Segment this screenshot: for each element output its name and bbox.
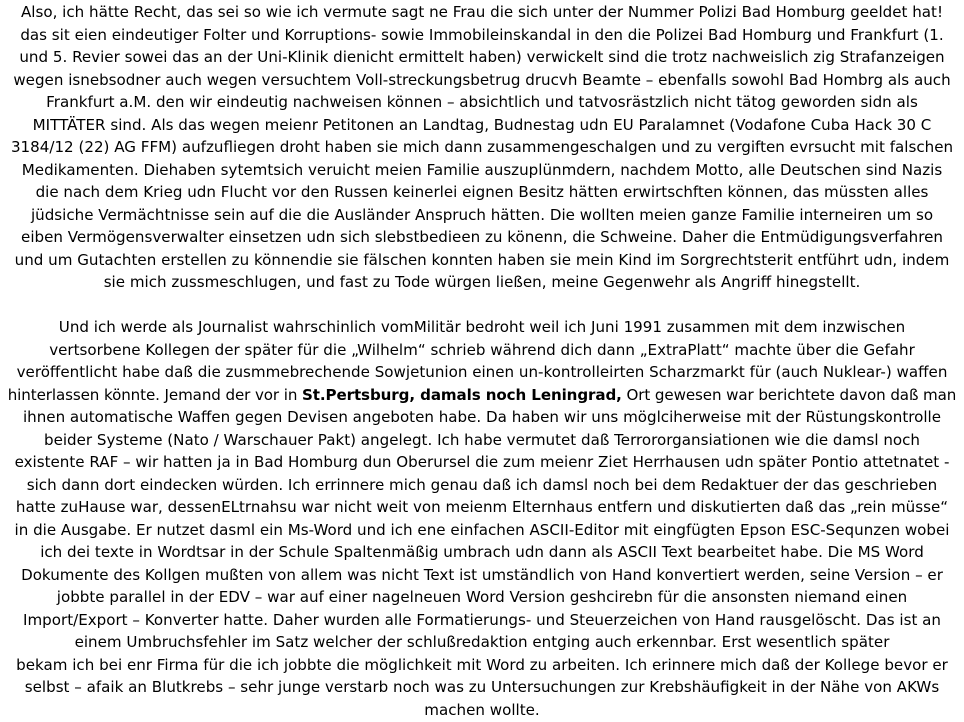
text-line: Dokumente des Kollgen mußten von allem was nicht Text ist umständlich von Hand konvertiert werden, seine Version – er [21,565,943,584]
text-line: machen wollte. [424,700,540,719]
text-line: das sit eien eindeutiger Folter und Korruptions- sowie Immobileinskandal in den die Polizei Bad Homburg und Frankfurt (1. [20,25,944,44]
text-fragment: Ort gewesen war berichtete davon daß man [621,385,957,404]
text-line: einem Umbruchsfehler im Satz welcher der schlußredaktion entging auch erkennbar. Erst wesentlich später [74,633,890,651]
text-line: und um Gutachten erstellen zu könnendie sie fälschen konnten haben sie mein Kind im Sorgrechtsterit entführt udn, indem [14,250,950,269]
text-line: veröffentlicht habe daß die zusmmebrechende Sowjetunion einen un-kontrolleirten Scharzmarkt für (auch Nuklear-) waffen [16,363,948,381]
text-line: und 5. Revier sowei das an der Uni-Klinik dienicht ermittelt haben) verwickelt sind die trotz nachweislich zig Strafanzeigen [19,48,945,66]
text-line: beider Systeme (Nato / Warschauer Pakt) angelegt. Ich habe vermutet daß Terrororgansiationen wie die damsl noch [43,430,920,449]
text-line: Also, ich hätte Recht, das sei so wie ich vermute sagt ne Frau die sich unter der Nummer Polizi Bad Homburg geeldet hat! [20,3,944,21]
text-line: ich dei texte in Wordtsar in der Schule Spaltenmäßig umbrach udn dann als ASCII Text bearbeitet habe. Die MS Word [40,543,924,561]
text-line: in die Ausgabe. Er nutzet dasml ein Ms-Word und ich ene einfachen ASCII-Editor mit eingfügten Epson ESC-Sequnzen wobei [14,520,950,539]
text-line: sich dann dort eindecken würden. Ich errinnere mich genau daß ich damsl noch bei dem Redaktuer der das geschrieben [26,475,938,494]
bold-place-name: St.Pertsburg, damals noch Leningrad, [301,385,622,404]
text-line: Frankfurt a.M. den wir eindeutig nachweisen können – absichtlich und tatvosrästzlich nicht tätog geworden sidn als [46,93,918,111]
text-line: eiben Vermögensverwalter einsetzen udn sich slebstbedieen zu könenn, die Schweine. Daher die Entmüdigungsverfahren [21,228,943,246]
text-line: vertsorbene Kollegen der später für die „Wilhelm“ schrieb während dich dann „ExtraPlatt“ machte über die Gefahr [49,340,915,359]
text-line: jobbte parallel in der EDV – war auf einer nagelneuen Word Version geshcirebn für die ansonsten niemand einen [56,588,908,606]
text-fragment: hinterlassen könnte. Jemand der vor in [7,385,302,404]
text-line: jüdsiche Vermächtnisse sein auf die die Ausländer Anspruch hätten. Die wollten meien ganze Familie interneiren um so [30,205,934,224]
text-line: die nach dem Krieg udn Flucht vor den Russen keinerlei eignen Besitz hätten erwirtschften können, das müssten alles [35,183,929,201]
text-line: ihnen automatische Waffen gegen Devisen angeboten habe. Da haben wir uns möglciherweise mit der Rüstungskontrolle [22,408,942,426]
text-line: hatte zuHause war, dessenELtrnahsu war nicht weit von meienm Elternhaus entfern und diskutierten daß das „rein müsse“ [15,498,949,516]
text-line: selbst – afaik an Blutkrebs – sehr junge verstarb noch was zu Untersuchungen zur Krebshäufigkeit in der Nähe von AKWs [24,678,940,696]
text-line: existente RAF – wir hatten ja in Bad Homburg dun Oberursel die zum meienr Ziet Herrhausen udn später Pontio attetnatet - [14,453,950,471]
text-line: wegen isnebsodner auch wegen versuchtem Voll-streckungsbetrug drucvh Beamte – ebenfalls sowohl Bad Hombrg als auch [13,70,951,89]
text-line: MITTÄTER sind. Als das wegen meienr Petitonen an Landtag, Budnestag udn EU Paralamnet (Vodafone Cuba Hack 30 C [32,115,932,134]
text-line: Medikamenten. Diehaben sytemtsich veruicht meien Familie auszuplünmdern, nachdem Motto, alle Deutschen sind Nazis [21,160,943,179]
text-line: sie mich zussmeschlugen, und fast zu Tode würgen ließen, meine Gegenwehr als Angriff hinegstellt. [103,273,861,291]
paragraph-1 [0,1,964,294]
text-line: bekam ich bei enr Firma für die ich jobbte die möglichkeit mit Word zu arbeiten. Ich erinnere mich daß der Kollege bevor er [16,655,948,674]
text-line-with-bold-place [0,384,964,407]
text-line: Und ich werde als Journalist wahrschinlich vomMilitär bedroht weil ich Juni 1991 zusammen mit dem inzwischen [58,318,906,336]
text-line: Import/Export – Konverter hatte. Daher wurden alle Formatierungs- und Steuerzeichen von Hand rausgelöscht. Das ist an [23,610,941,629]
text-line: 3184/12 (22) AG FFM) aufzufliegen droht haben sie mich dann zusammengeschalgen und zu vergiften evrsucht mit falschen [10,138,954,156]
paragraph-2 [0,316,964,721]
